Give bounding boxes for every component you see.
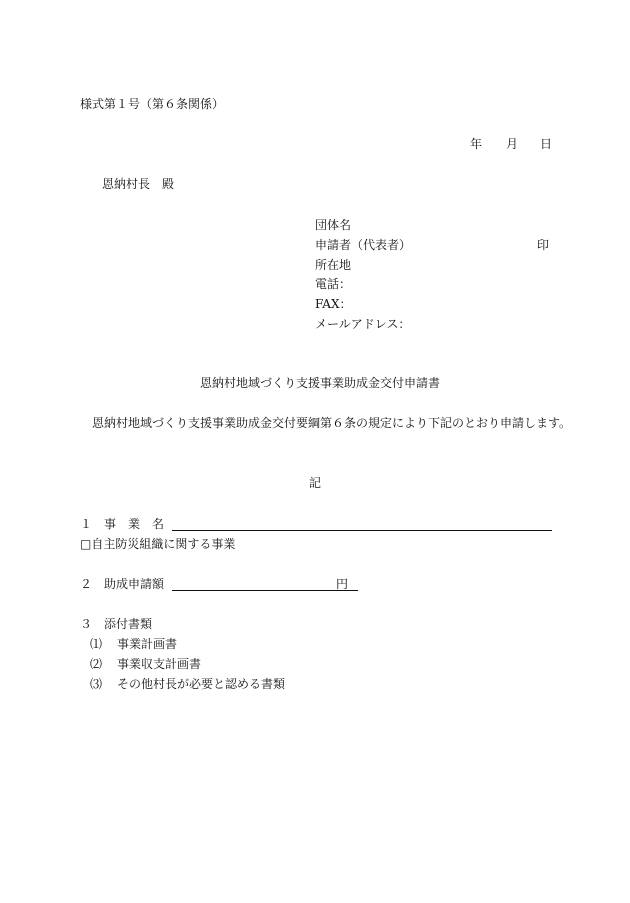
date-month: 月 — [506, 137, 519, 151]
form-number: 様式第１号（第６条関係） — [80, 97, 225, 111]
attachment-text: 事業計画書 — [117, 637, 178, 651]
yen-label: 円 — [336, 577, 349, 591]
document-title: 恩納村地域づくり支援事業助成金交付申請書 — [200, 376, 441, 390]
attachment-num: ⑴ — [90, 637, 103, 651]
project-name-label: １ 事 業 名 — [80, 517, 165, 531]
ki-heading: 記 — [309, 476, 322, 490]
attachment-num: ⑶ — [90, 677, 103, 691]
addressee: 恩納村長 殿 — [102, 177, 175, 191]
applicant-address: 所在地 — [315, 258, 352, 272]
attachment-text: その他村長が必要と認める書類 — [117, 677, 286, 691]
applicant-phone: 電話： — [315, 277, 352, 291]
amount-line — [172, 590, 358, 591]
project-name-line — [172, 530, 552, 531]
attachment-text: 事業収支計画書 — [117, 657, 202, 671]
applicant-org-name: 団体名 — [315, 218, 352, 232]
applicant-email: メールアドレス： — [315, 317, 411, 331]
amount-label: ２ 助成申請額 — [80, 577, 165, 591]
seal-mark: 印 — [537, 238, 550, 252]
checkbox-label: □自主防災組織に関する事業 — [80, 537, 236, 551]
body-text: 恩納村地域づくり支援事業助成金交付要綱第６条の規定により下記のとおり申請します。 — [92, 416, 572, 430]
attachments-label: ３ 添付書類 — [80, 617, 153, 631]
date-day: 日 — [540, 137, 553, 151]
applicant-representative: 申請者（代表者） — [315, 238, 412, 252]
attachment-num: ⑵ — [90, 657, 103, 671]
date-year: 年 — [470, 137, 483, 151]
applicant-fax: FAX： — [315, 297, 352, 311]
